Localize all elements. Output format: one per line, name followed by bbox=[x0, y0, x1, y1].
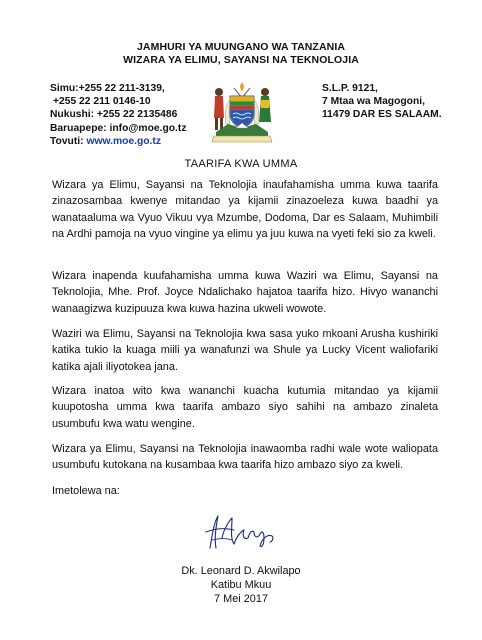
paragraph-1: Wizara ya Elimu, Sayansi na Teknolojia inaufahamisha umma kuwa taarifa zinazosambaa kwenye mitandao ya kijamii zinazoeleza kuwa baadhi ya wanataaluma wa Vyuo Vikuu vya Mzumbe, Dodoma, Dar es Salaam, Muhimbili na Ardhi pamoja na vyuo vingine ya elimu ya juu kuwa na vyeti feki sio za kweli. bbox=[52, 179, 438, 240]
paragraph-5: Wizara ya Elimu, Sayansi na Teknolojia inawaomba radhi wale wote waliopata usumbufu kutokana na kusambaa kwa taarifa hizo ambazo siyo za kweli. bbox=[52, 443, 438, 472]
document-title: TAARIFA KWA UMMA bbox=[184, 158, 298, 170]
address-block bbox=[322, 82, 442, 122]
fax-line: Nukushi: +255 22 2135486 bbox=[50, 109, 178, 121]
signature bbox=[192, 508, 292, 554]
issued-by-label: Imetolewa na: bbox=[52, 485, 120, 497]
po-box: S.L.P. 9121, bbox=[322, 83, 378, 94]
website-label: Tovuti: bbox=[50, 135, 84, 147]
phone-line-1: Simu:+255 22 211-3139, bbox=[50, 83, 165, 94]
coat-of-arms-icon bbox=[206, 78, 278, 144]
ministry-heading: WIZARA YA ELIMU, SAYANSI NA TEKNOLOJIA bbox=[123, 54, 359, 66]
issue-date: 7 Mei 2017 bbox=[214, 593, 268, 605]
signer-name: Dk. Leonard D. Akwilapo bbox=[181, 565, 301, 577]
paragraph-4: Wizara inatoa wito kwa wananchi kuacha kutumia mitandao ya kijamii kuupotosha umma kwa taarifa ambazo siyo sahihi na ambazo zinaleta usumbufu kwa watu wengine. bbox=[52, 385, 438, 430]
city: 11479 DAR ES SALAAM. bbox=[322, 109, 442, 121]
republic-heading: JAMHURI YA MUUNGANO WA TANZANIA bbox=[136, 41, 346, 53]
website-link[interactable]: www.moe.go.tz bbox=[86, 135, 161, 147]
contact-block bbox=[50, 82, 186, 148]
website-line bbox=[50, 135, 186, 148]
phone-line-2: +255 22 211 0146-10 bbox=[53, 96, 151, 108]
paragraph-2: Wizara inapenda kuufahamisha umma kuwa Waziri wa Elimu, Sayansi na Teknolojia, Mhe. Prof. Joyce Ndalichako hajatoa taarifa hizo. Hivyo wananchi wanaagizwa kuzipuuza kwa kuwa hazina ukweli wowote. bbox=[52, 270, 438, 315]
signer-position: Katibu Mkuu bbox=[210, 579, 272, 591]
paragraph-3: Waziri wa Elimu, Sayansi na Teknolojia kwa sasa yuko mkoani Arusha kushiriki katika tukio la kuaga miili ya wanafunzi wa Shule ya Lucky Vicent waliofariki katika ajali iliyotokea jana. bbox=[52, 328, 438, 373]
street: 7 Mtaa wa Magogoni, bbox=[322, 96, 425, 108]
email-line: Baruapepe: info@moe.go.tz bbox=[50, 122, 187, 134]
